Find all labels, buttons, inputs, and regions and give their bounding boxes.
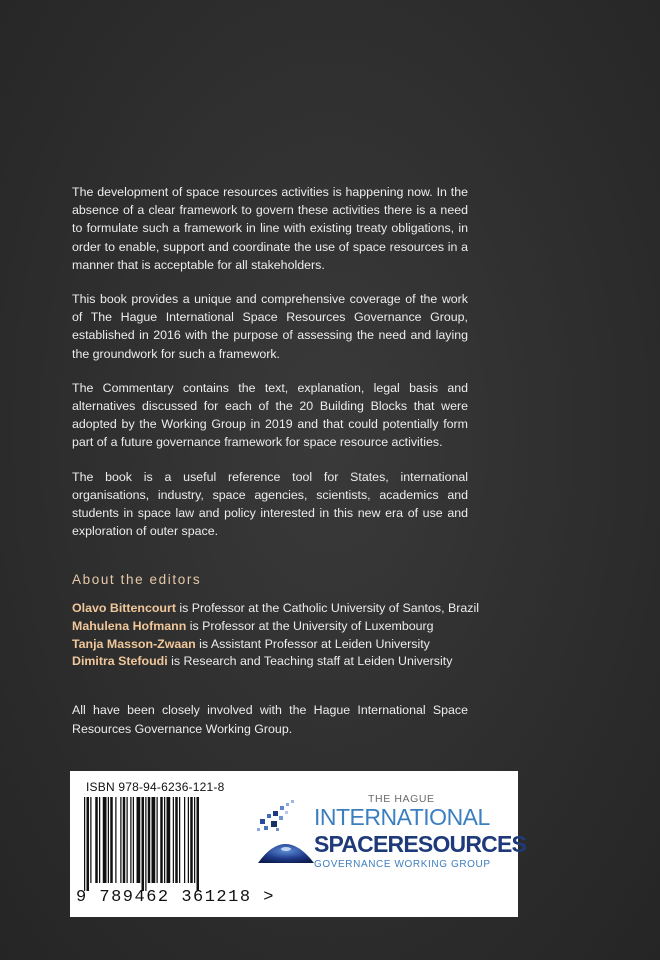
hague-space-resources-logo [254, 793, 527, 893]
barcode-icon [82, 797, 242, 891]
editor-name: Dimitra Stefoudi [72, 654, 168, 669]
logo-space-resources [314, 831, 526, 858]
logo-international: INTERNATIONAL [314, 804, 490, 830]
space-emblem-icon [254, 797, 316, 867]
editor-entry [72, 618, 492, 636]
back-cover-description [72, 183, 468, 556]
barcode-digits: 9 789462 361218 > [76, 888, 275, 907]
editor-role: is Professor at the University of Luxembourg [186, 618, 434, 633]
editor-entry [72, 636, 492, 654]
editor-role: is Professor at the Catholic University of Santos, Brazil [175, 601, 479, 615]
editor-name: Tanja Masson-Zwaan [72, 636, 196, 651]
editor-role: is Research and Teaching staff at Leiden University [167, 654, 453, 669]
paragraph-intro: The development of space resources activities is happening now. In the absence of a clear framework to govern these activities there is a need to formulate such a framework in line with existing treaty obligations, in order to enable, support and coordinate the use of space resources in a manner that is acceptable for all stakeholders. [72, 185, 468, 272]
paragraph-coverage: This book provides a unique and comprehensive coverage of the work of The Hague International Space Resources Governance Group, established in 2016 with the purpose of assessing the need and laying the groundwork for such a framework. [72, 292, 468, 361]
editors-closing-text: All have been closely involved with the Hague International Space Resources Governance Working Group. [72, 703, 468, 736]
logo-the-hague: THE HAGUE [368, 793, 435, 805]
logo-resources: RESOURCES [387, 831, 527, 857]
logo-space: SPACE [314, 831, 388, 857]
editor-name: Mahulena Hofmann [72, 618, 187, 633]
logo-governance-group: GOVERNANCE WORKING GROUP [314, 859, 491, 870]
paragraph-commentary: The Commentary contains the text, explanation, legal basis and alternatives discussed for each of the 20 Building Blocks that were adopted by the Working Group in 2019 and that could potentially form part of a future governance framework for space resource activities. [72, 380, 468, 450]
editor-name: Olavo Bittencourt [72, 601, 176, 615]
about-editors-heading: About the editors [72, 572, 202, 587]
editor-entry [72, 653, 492, 671]
editor-entry [72, 600, 492, 618]
isbn-label: ISBN 978-94-6236-121-8 [86, 780, 225, 794]
paragraph-audience: The book is a useful reference tool for States, international organisations, industry, space agencies, scientists, academics and students in space law and policy interested in this new era of use and exploration of outer space. [72, 469, 468, 539]
editor-role: is Assistant Professor at Leiden University [195, 636, 430, 651]
barcode-panel [70, 771, 527, 917]
editors-list [72, 600, 492, 671]
